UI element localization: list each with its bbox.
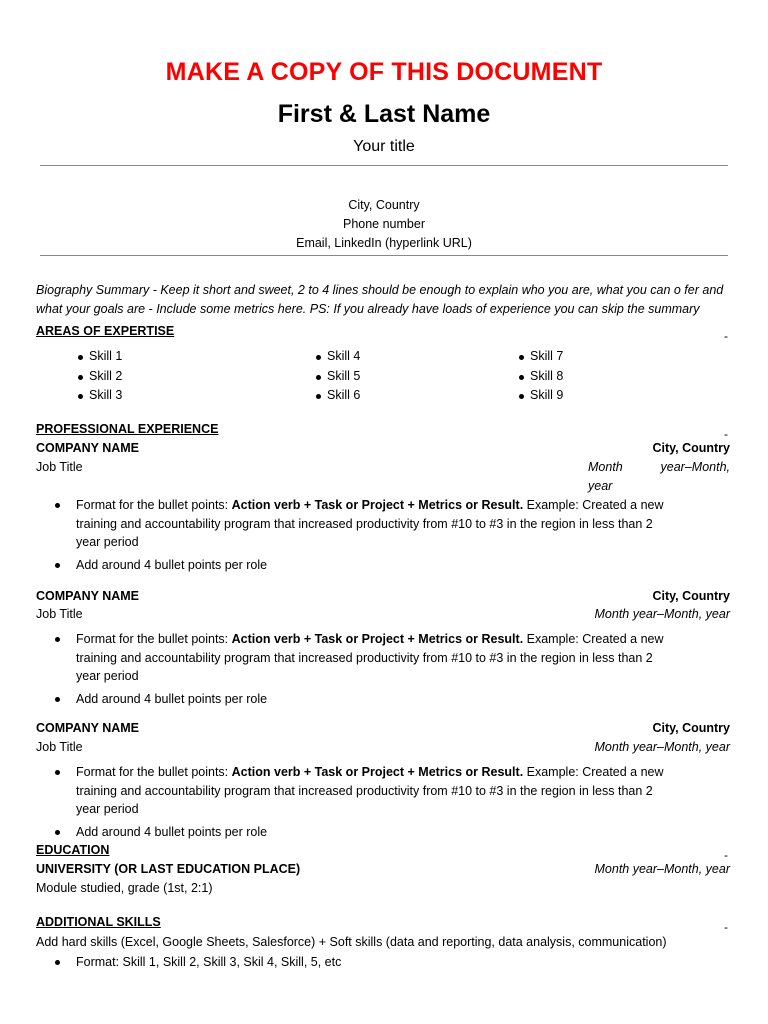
job-bullets bbox=[36, 630, 676, 712]
job-title: Job Title bbox=[36, 740, 83, 754]
job-bullets bbox=[36, 496, 676, 578]
education-school: UNIVERSITY (OR LAST EDUCATION PLACE) bbox=[36, 862, 301, 876]
job-title-heading: Your title bbox=[353, 138, 415, 155]
experience-tick: - bbox=[724, 427, 728, 441]
expertise-heading: AREAS OF EXPERTISE bbox=[36, 324, 175, 338]
bullet-formula: Action verb + Task or Project + Metrics or Result. bbox=[231, 632, 524, 646]
contact-divider bbox=[40, 255, 728, 256]
skills-column-1 bbox=[78, 347, 122, 406]
bullet-prefix: Format for the bullet points: bbox=[76, 765, 232, 779]
job-dates: Month year–Month, year bbox=[594, 607, 730, 621]
bullet-example: Example: Created a new training and accountability program that increased productivity from #10 to #3 in the region in less than 2 year period bbox=[76, 632, 664, 683]
bullet-prefix: Format for the bullet points: bbox=[76, 498, 232, 512]
education-heading: EDUCATION bbox=[36, 843, 110, 857]
job-dates-end: year bbox=[588, 479, 613, 493]
job-bullet bbox=[36, 496, 676, 552]
additional-skills-heading: ADDITIONAL SKILLS bbox=[36, 915, 161, 929]
additional-skills-description: Add hard skills (Excel, Google Sheets, Salesforce) + Soft skills (data and reporting, data analysis, communication) bbox=[36, 935, 667, 949]
bullet-example: Example: Created a new training and accountability program that increased productivity from #10 to #3 in the region in less than 2 year period bbox=[76, 765, 664, 816]
additional-skills-tick: - bbox=[724, 920, 728, 934]
job-bullet: Add around 4 bullet points per role bbox=[36, 556, 676, 575]
skill-item: Skill 7 bbox=[519, 347, 563, 367]
education-dates: Month year–Month, year bbox=[594, 862, 730, 876]
company-name: COMPANY NAME bbox=[36, 589, 140, 603]
job-dates-range: year–Month, bbox=[660, 460, 730, 474]
skill-item: Skill 6 bbox=[316, 386, 360, 406]
skill-item: Skill 5 bbox=[316, 367, 360, 387]
company-location: City, Country bbox=[652, 589, 730, 603]
contact-links: Email, LinkedIn (hyperlink URL) bbox=[296, 236, 472, 250]
skills-column-2 bbox=[316, 347, 360, 406]
skill-item: Skill 4 bbox=[316, 347, 360, 367]
copy-document-banner: MAKE A COPY OF THIS DOCUMENT bbox=[165, 58, 603, 86]
job-bullet bbox=[36, 763, 676, 819]
company-name: COMPANY NAME bbox=[36, 721, 140, 735]
bullet-formula: Action verb + Task or Project + Metrics or Result. bbox=[231, 498, 524, 512]
job-title: Job Title bbox=[36, 607, 83, 621]
job-bullet: Add around 4 bullet points per role bbox=[36, 690, 676, 709]
company-name: COMPANY NAME bbox=[36, 441, 140, 455]
bullet-prefix: Format for the bullet points: bbox=[76, 632, 232, 646]
education-details: Module studied, grade (1st, 2:1) bbox=[36, 881, 213, 895]
biography-summary: Biography Summary - Keep it short and sweet, 2 to 4 lines should be enough to explain who you are, what you can o fer and what your goals are - Include some metrics here. PS: If you already have loads of experience you can skip the summary bbox=[36, 283, 724, 316]
full-name: First & Last Name bbox=[277, 100, 491, 128]
job-dates: Month year–Month, year bbox=[594, 740, 730, 754]
company-location: City, Country bbox=[652, 721, 730, 735]
skill-item: Skill 2 bbox=[78, 367, 122, 387]
skill-item: Skill 8 bbox=[519, 367, 563, 387]
skill-item: Skill 9 bbox=[519, 386, 563, 406]
contact-phone: Phone number bbox=[342, 217, 425, 231]
additional-skills-bullet: Format: Skill 1, Skill 2, Skill 3, Skil 4, Skill, 5, etc bbox=[36, 953, 676, 972]
company-location: City, Country bbox=[652, 441, 730, 455]
experience-heading: PROFESSIONAL EXPERIENCE bbox=[36, 422, 219, 436]
job-bullets bbox=[36, 763, 676, 845]
skills-column-3 bbox=[519, 347, 563, 406]
bullet-formula: Action verb + Task or Project + Metrics or Result. bbox=[231, 765, 524, 779]
education-tick: - bbox=[724, 848, 728, 862]
job-title: Job Title bbox=[36, 460, 83, 474]
header-divider bbox=[40, 165, 728, 166]
bullet-example: Example: Created a new training and accountability program that increased productivity from #10 to #3 in the region in less than 2 year period bbox=[76, 498, 664, 549]
job-bullet bbox=[36, 630, 676, 686]
skill-item: Skill 1 bbox=[78, 347, 122, 367]
additional-skills-bullets bbox=[36, 953, 676, 976]
job-bullet: Add around 4 bullet points per role bbox=[36, 823, 676, 842]
expertise-tick: - bbox=[724, 329, 728, 343]
job-dates-start: Month bbox=[588, 460, 623, 474]
skill-item: Skill 3 bbox=[78, 386, 122, 406]
contact-location: City, Country bbox=[348, 198, 420, 212]
